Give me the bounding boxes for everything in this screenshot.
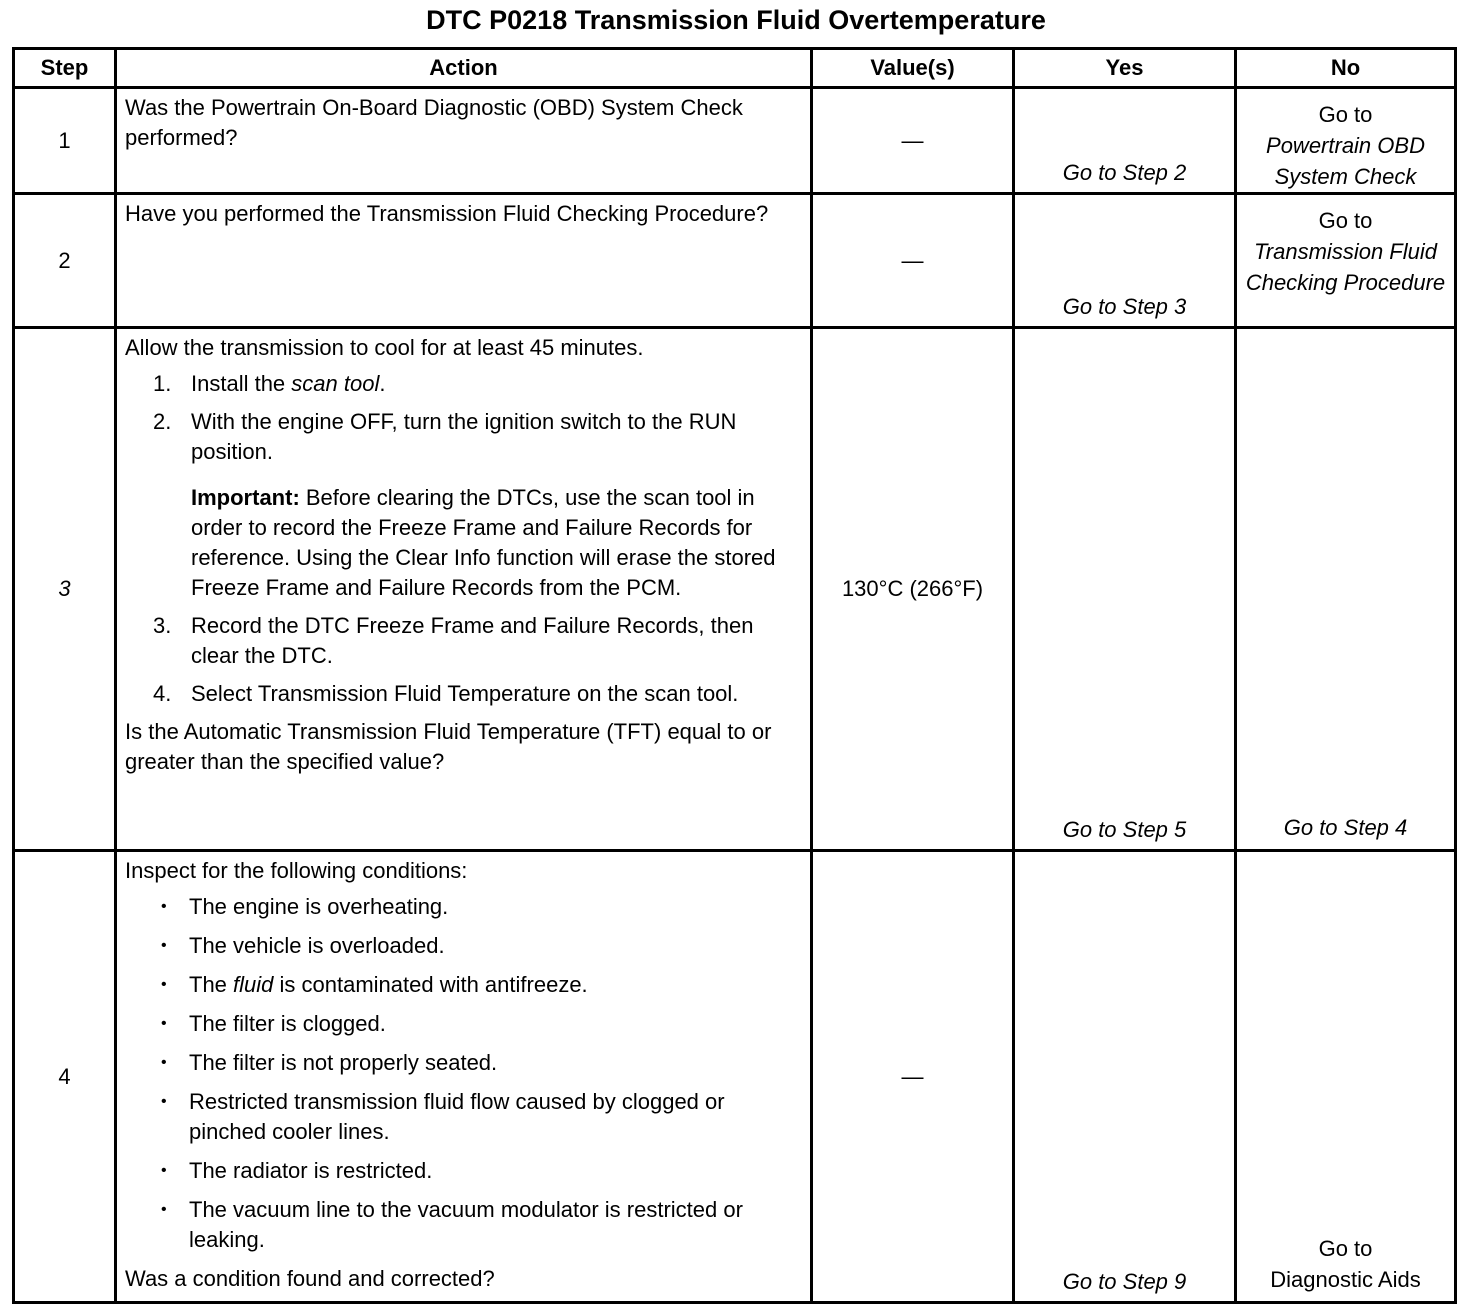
action-cell bbox=[116, 328, 812, 851]
list-item: • The filter is clogged. bbox=[125, 1009, 802, 1039]
no-goto-label: Go to bbox=[1318, 208, 1373, 233]
list-item bbox=[125, 369, 802, 399]
yes-link[interactable]: Go to Step 9 bbox=[1014, 851, 1236, 1303]
no-cell bbox=[1236, 88, 1456, 194]
no-goto-label: Go to bbox=[1318, 1236, 1373, 1261]
no-link[interactable]: Diagnostic Aids bbox=[1270, 1267, 1421, 1292]
list-item: • The vacuum line to the vacuum modulator is restricted or leaking. bbox=[125, 1195, 802, 1255]
no-cell bbox=[1236, 328, 1456, 851]
item-number: 2. bbox=[153, 409, 172, 434]
header-row bbox=[14, 49, 1456, 88]
item-text: Record the DTC Freeze Frame and Failure Records, then clear the DTC. bbox=[191, 613, 754, 668]
table-row bbox=[14, 851, 1456, 1303]
step-number: 2 bbox=[14, 194, 116, 328]
value-cell bbox=[812, 88, 1014, 194]
list-item: • The radiator is restricted. bbox=[125, 1156, 802, 1186]
header-no: No bbox=[1236, 49, 1456, 88]
action-intro: Allow the transmission to cool for at least 45 minutes. bbox=[125, 335, 644, 360]
table-row bbox=[14, 88, 1456, 194]
table-row bbox=[14, 194, 1456, 328]
value-cell bbox=[812, 328, 1014, 851]
action-intro: Inspect for the following conditions: bbox=[125, 858, 468, 883]
list-item bbox=[125, 611, 802, 671]
list-item bbox=[125, 407, 802, 467]
item-text-end: . bbox=[379, 371, 386, 396]
no-cell bbox=[1236, 851, 1456, 1303]
no-goto-label: Go to bbox=[1318, 102, 1373, 127]
fluid-term: fluid bbox=[233, 972, 274, 997]
value-text: — bbox=[901, 127, 924, 153]
yes-link[interactable]: Go to Step 2 bbox=[1014, 88, 1236, 194]
important-note bbox=[191, 483, 802, 603]
step-number: 4 bbox=[14, 851, 116, 1303]
value-text: — bbox=[901, 1063, 924, 1089]
item-text-end: is contaminated with antifreeze. bbox=[273, 972, 588, 997]
item-number: 1. bbox=[153, 371, 172, 396]
header-action: Action bbox=[116, 49, 812, 88]
value-text: 130°C (266°F) bbox=[841, 576, 984, 601]
table-row bbox=[14, 328, 1456, 851]
item-text: Select Transmission Fluid Temperature on the scan tool. bbox=[191, 681, 739, 706]
list-item: • The filter is not properly seated. bbox=[125, 1048, 802, 1078]
step-number: 1 bbox=[14, 88, 116, 194]
scan-tool-term: scan tool bbox=[291, 371, 380, 396]
value-text: — bbox=[901, 247, 924, 273]
condition-list bbox=[125, 892, 802, 1255]
item-text: The bbox=[189, 972, 234, 997]
yes-link[interactable]: Go to Step 5 bbox=[1014, 328, 1236, 851]
list-item: • The engine is overheating. bbox=[125, 892, 802, 922]
item-number: 4. bbox=[153, 681, 172, 706]
procedure-list bbox=[125, 369, 802, 467]
no-link[interactable]: Powertrain OBD System Check bbox=[1266, 133, 1425, 189]
no-cell bbox=[1236, 194, 1456, 328]
action-text: Was the Powertrain On-Board Diagnostic (OBD) System Check performed? bbox=[116, 88, 812, 194]
no-link[interactable]: Go to Step 4 bbox=[1283, 815, 1408, 840]
page-title: DTC P0218 Transmission Fluid Overtemperature bbox=[426, 5, 1046, 35]
action-question: Was a condition found and corrected? bbox=[125, 1266, 495, 1291]
step-number: 3 bbox=[14, 328, 116, 851]
item-text: Install the bbox=[191, 371, 292, 396]
header-step: Step bbox=[14, 49, 116, 88]
list-item: • The vehicle is overloaded. bbox=[125, 931, 802, 961]
header-yes: Yes bbox=[1014, 49, 1236, 88]
action-cell bbox=[116, 851, 812, 1303]
value-cell bbox=[812, 851, 1014, 1303]
yes-link[interactable]: Go to Step 3 bbox=[1014, 194, 1236, 328]
item-text: With the engine OFF, turn the ignition switch to the RUN position. bbox=[191, 409, 737, 464]
value-cell bbox=[812, 194, 1014, 328]
list-item bbox=[125, 970, 802, 1000]
list-item: • Restricted transmission fluid flow caused by clogged or pinched cooler lines. bbox=[125, 1087, 802, 1147]
important-label: Important: bbox=[191, 485, 300, 510]
header-values: Value(s) bbox=[812, 49, 1014, 88]
no-link[interactable]: Transmission Fluid Checking Procedure bbox=[1245, 239, 1446, 295]
procedure-list-continued bbox=[125, 611, 802, 709]
diagnostic-table bbox=[12, 47, 1457, 1304]
action-question: Is the Automatic Transmission Fluid Temperature (TFT) equal to or greater than the specified value? bbox=[125, 719, 772, 774]
important-text: Before clearing the DTCs, use the scan tool in order to record the Freeze Frame and Failure Records for reference. Using the Clear Info function will erase the stored Freeze Frame and Failure Records from the PCM. bbox=[191, 485, 776, 600]
list-item bbox=[125, 679, 802, 709]
item-number: 3. bbox=[153, 613, 172, 638]
action-text: Have you performed the Transmission Fluid Checking Procedure? bbox=[116, 194, 812, 328]
